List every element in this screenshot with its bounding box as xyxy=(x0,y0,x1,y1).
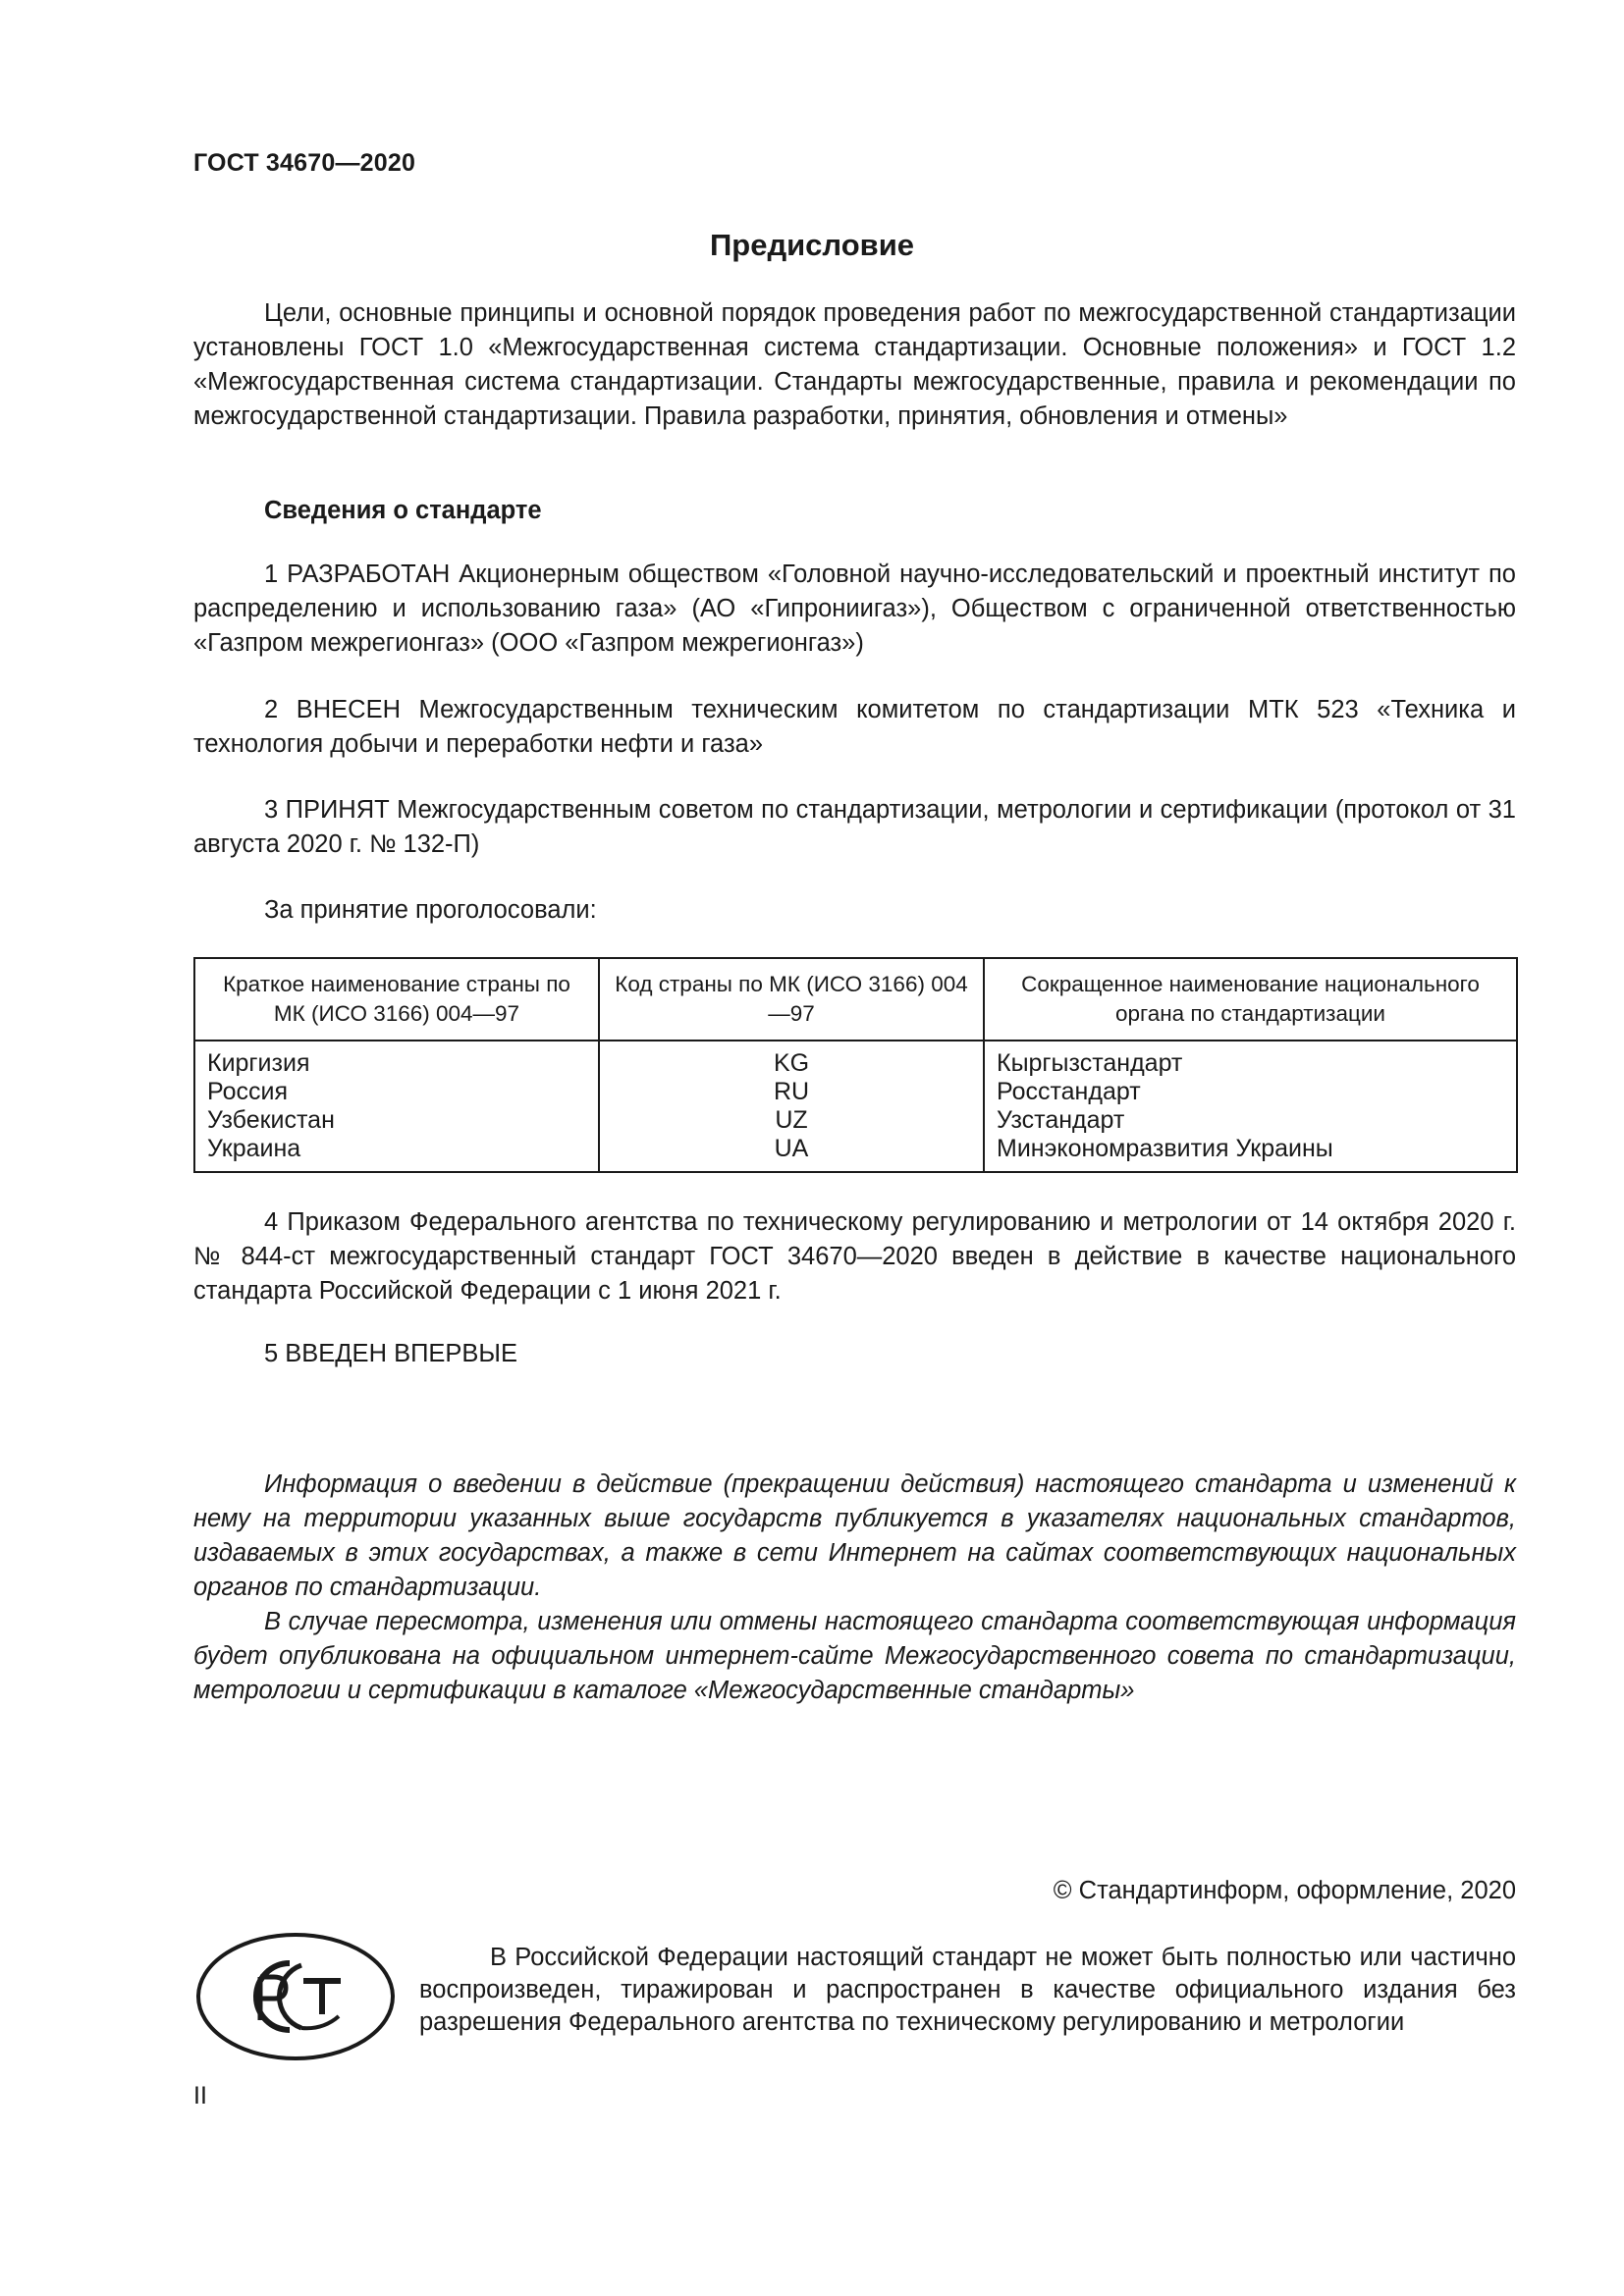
column-header-organ: Сокращенное наименование национального органа по стандартизации xyxy=(984,958,1517,1041)
table-row xyxy=(194,1106,1517,1135)
section-heading: Сведения о стандарте xyxy=(264,497,542,524)
info-paragraph: Информация о введении в действие (прекращении действия) настоящего стандарта и изменений к нему на территории указанных выше государств публикуется в указателях национальных стандартов, издаваемых в этих государствах, а также в сети Интернет на сайтах соответствующих национальных органов по стандартизации. xyxy=(193,1470,1516,1601)
column-header-code: Код страны по МК (ИСО 3166) 004—97 xyxy=(599,958,984,1041)
country-name: Украина xyxy=(194,1135,599,1172)
table-row xyxy=(194,1135,1517,1172)
national-body: Росстандарт xyxy=(984,1078,1517,1106)
table-row xyxy=(194,1041,1517,1078)
country-name: Россия xyxy=(194,1078,599,1106)
national-body: Минэкономразвития Украины xyxy=(984,1135,1517,1172)
intro-paragraph: Цели, основные принципы и основной порядок проведения работ по межгосударственной стандартизации установлены ГОСТ 1.0 «Межгосударственная система стандартизации. Основные положения» и ГОСТ 1.2 «Межгосударственная система стандартизации. Стандарты межгосударственные, правила и рекомендации по межгосударственной стандартизации. Правила разработки, принятия, обновления и отмены» xyxy=(193,299,1516,430)
country-code: KG xyxy=(599,1041,984,1078)
table-header-row xyxy=(194,958,1517,1041)
country-code: UZ xyxy=(599,1106,984,1135)
country-code: RU xyxy=(599,1078,984,1106)
national-body: Кыргызстандарт xyxy=(984,1041,1517,1078)
item-4-order: 4 Приказом Федерального агентства по техническому регулированию и метрологии от 14 октября 2020 г. № 844-ст межгосударственный стандарт ГОСТ 34670—2020 введен в действие в качестве национального стандарта Российской Федерации с 1 июня 2021 г. xyxy=(193,1208,1516,1305)
country-name: Киргизия xyxy=(194,1041,599,1078)
country-code: UA xyxy=(599,1135,984,1172)
page-title: Предисловие xyxy=(709,228,914,262)
copyright-line: © Стандартинформ, оформление, 2020 xyxy=(1053,1877,1516,1904)
national-body: Узстандарт xyxy=(984,1106,1517,1135)
rst-certification-logo-icon xyxy=(195,1932,396,2061)
item-1-developed: 1 РАЗРАБОТАН Акционерным обществом «Головной научно-исследовательский и проектный институт по распределению и использованию газа» (АО «Гипрониигаз»), Обществом с ограниченной ответственностью «Газпром межрегионгаз» (ООО «Газпром межрегионгаз») xyxy=(193,561,1516,657)
country-name: Узбекистан xyxy=(194,1106,599,1135)
document-header: ГОСТ 34670—2020 xyxy=(193,149,416,177)
column-header-country: Краткое наименование страны по МК (ИСО 3166) 004—97 xyxy=(194,958,599,1041)
item-5-first-introduced: 5 ВВЕДЕН ВПЕРВЫЕ xyxy=(264,1340,518,1367)
revision-paragraph: В случае пересмотра, изменения или отмены настоящего стандарта соответствующая информация будет опубликована на официальном интернет-сайте Межгосударственного совета по стандартизации, метрологии и сертификации в каталоге «Межгосударственные стандарты» xyxy=(193,1608,1516,1704)
page-number: II xyxy=(193,2082,207,2109)
table-row xyxy=(194,1078,1517,1106)
reproduction-notice: В Российской Федерации настоящий стандарт не может быть полностью или частично воспроизведен, тиражирован и распространен в качестве официального издания без разрешения Федерального агентства по техническому регулированию и метрологии xyxy=(419,1944,1516,2036)
item-2-introduced: 2 ВНЕСЕН Межгосударственным техническим комитетом по стандартизации МТК 523 «Техника и технология добычи и переработки нефти и газа» xyxy=(193,696,1516,758)
votes-intro: За принятие проголосовали: xyxy=(264,896,597,924)
item-3-adopted: 3 ПРИНЯТ Межгосударственным советом по стандартизации, метрологии и сертификации (протокол от 31 августа 2020 г. № 132-П) xyxy=(193,796,1516,858)
voting-countries-table xyxy=(193,957,1518,1173)
